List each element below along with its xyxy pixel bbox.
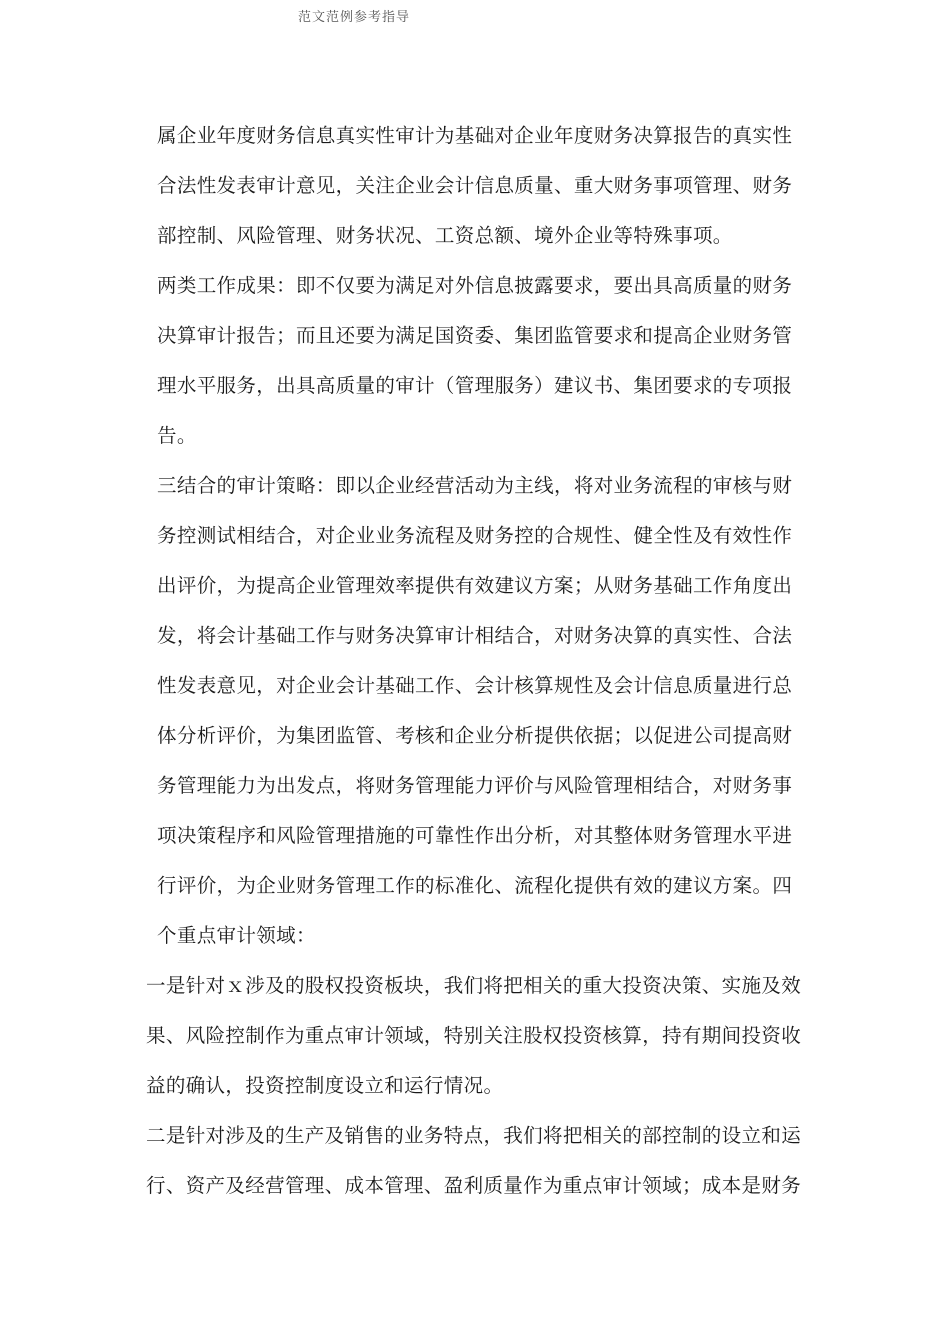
text-line: 出评价，为提高企业管理效率提供有效建议方案；从财务基础工作角度出 <box>157 574 793 597</box>
text-line: 务控测试相结合，对企业业务流程及财务控的合规性、健全性及有效性作 <box>157 524 793 547</box>
text-line: 行评价，为企业财务管理工作的标准化、流程化提供有效的建议方案。四 <box>157 874 793 897</box>
text-line: 部控制、风险管理、财务状况、工资总额、境外企业等特殊事项。 <box>157 224 733 247</box>
text-line: 属企业年度财务信息真实性审计为基础对企业年度财务决算报告的真实性 <box>157 124 793 147</box>
text-line: 理水平服务，出具高质量的审计（管理服务）建议书、集团要求的专项报 <box>157 374 793 397</box>
page-header: 范文范例参考指导 <box>298 10 411 25</box>
text-line: 告。 <box>157 424 197 447</box>
text-line: 益的确认，投资控制度设立和运行情况。 <box>146 1074 504 1097</box>
text-line: 性发表意见，对企业会计基础工作、会计核算规性及会计信息质量进行总 <box>157 674 793 697</box>
text-line: 果、风险控制作为重点审计领域，特别关注股权投资核算，持有期间投资收 <box>146 1024 802 1047</box>
text-line: 决算审计报告；而且还要为满足国资委、集团监管要求和提高企业财务管 <box>157 324 793 347</box>
text-line: 一是针对ｘ涉及的股权投资板块，我们将把相关的重大投资决策、实施及效 <box>146 974 802 997</box>
text-line: 行、资产及经营管理、成本管理、盈利质量作为重点审计领域；成本是财务 <box>146 1174 802 1197</box>
text-line: 项决策程序和风险管理措施的可靠性作出分析，对其整体财务管理水平进 <box>157 824 793 847</box>
text-line: 三结合的审计策略：即以企业经营活动为主线，将对业务流程的审核与财 <box>157 474 793 497</box>
text-line: 体分析评价，为集团监管、考核和企业分析提供依据；以促进公司提高财 <box>157 724 793 747</box>
text-line: 合法性发表审计意见，关注企业会计信息质量、重大财务事项管理、财务 <box>157 174 793 197</box>
text-line: 个重点审计领域： <box>157 924 316 947</box>
text-line: 二是针对涉及的生产及销售的业务特点，我们将把相关的部控制的设立和运 <box>146 1124 802 1147</box>
text-line: 务管理能力为出发点，将财务管理能力评价与风险管理相结合，对财务事 <box>157 774 793 797</box>
text-line: 发，将会计基础工作与财务决算审计相结合，对财务决算的真实性、合法 <box>157 624 793 647</box>
text-line: 两类工作成果：即不仅要为满足对外信息披露要求，要出具高质量的财务 <box>157 274 793 297</box>
